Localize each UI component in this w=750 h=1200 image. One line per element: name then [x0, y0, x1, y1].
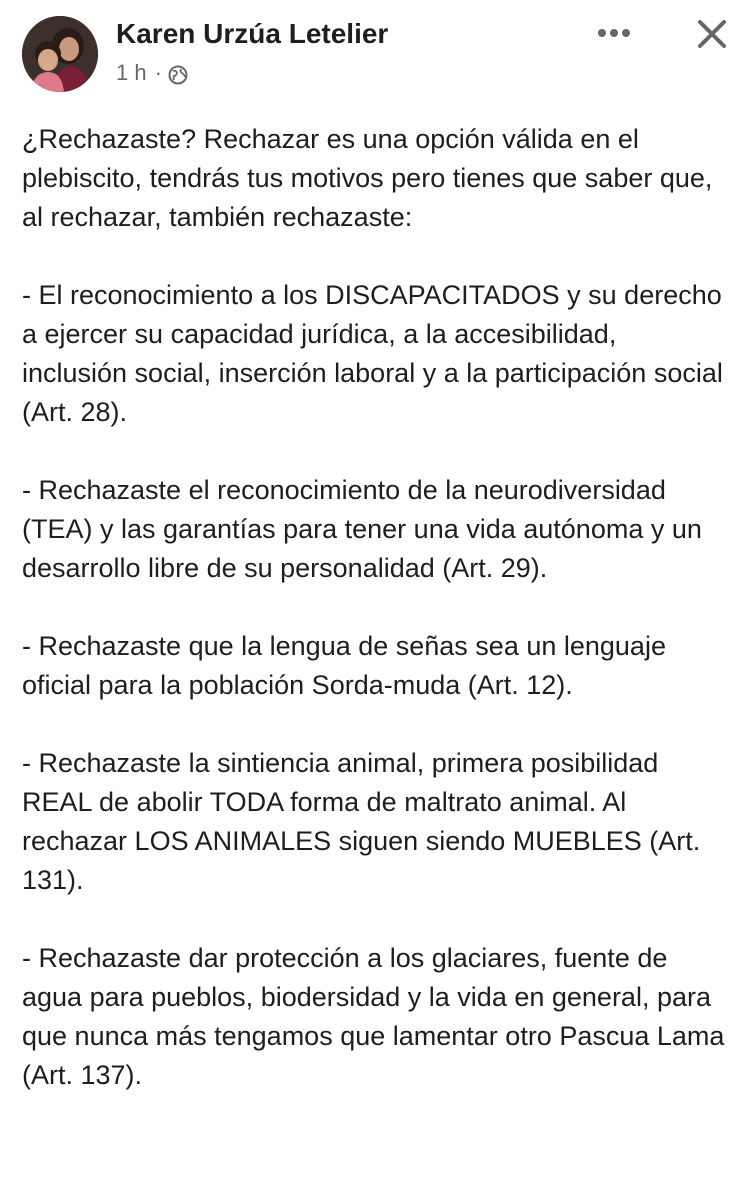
avatar-photo — [22, 16, 98, 92]
author-name[interactable]: Karen Urzúa Letelier — [116, 18, 389, 49]
post-paragraph: - El reconocimiento a los DISCAPACITADOS y su derecho a ejercer su capacidad jurídica, a la accesibilidad, inclusión social, inserción laboral y a la participación social (Art. 28). — [22, 280, 723, 427]
post-meta — [116, 58, 388, 88]
post-header — [22, 14, 732, 94]
post-time[interactable]: 1 h — [116, 60, 147, 85]
post-paragraph: - Rechazaste dar protección a los glaciares, fuente de agua para pueblos, biodersidad y la vida en general, para que nunca más tengamos que lamentar otro Pascua Lama (Art. 137). — [22, 943, 725, 1090]
post-paragraph: - Rechazaste la sintiencia animal, primera posibilidad REAL de abolir TODA forma de maltrato animal. Al rechazar LOS ANIMALES siguen siendo MUEBLES (Art. 131). — [22, 748, 701, 895]
post-body — [22, 120, 728, 1134]
post-paragraph: - Rechazaste que la lengua de señas sea un lenguaje oficial para la población Sorda-muda (Art. 12). — [22, 631, 666, 700]
globe-icon[interactable] — [168, 63, 188, 83]
close-icon[interactable] — [692, 14, 732, 54]
author-info — [116, 16, 388, 88]
author-avatar[interactable] — [22, 16, 98, 92]
post-paragraph: ¿Rechazaste? Rechazar es una opción válida en el plebiscito, tendrás tus motivos pero tienes que saber que, al rechazar, también rechazaste: — [22, 124, 713, 232]
meta-separator: · — [154, 60, 162, 85]
post-paragraph: - Rechazaste el reconocimiento de la neurodiversidad (TEA) y las garantías para tener una vida autónoma y un desarrollo libre de su personalidad (Art. 29). — [22, 475, 702, 583]
more-options-icon[interactable] — [592, 18, 636, 48]
